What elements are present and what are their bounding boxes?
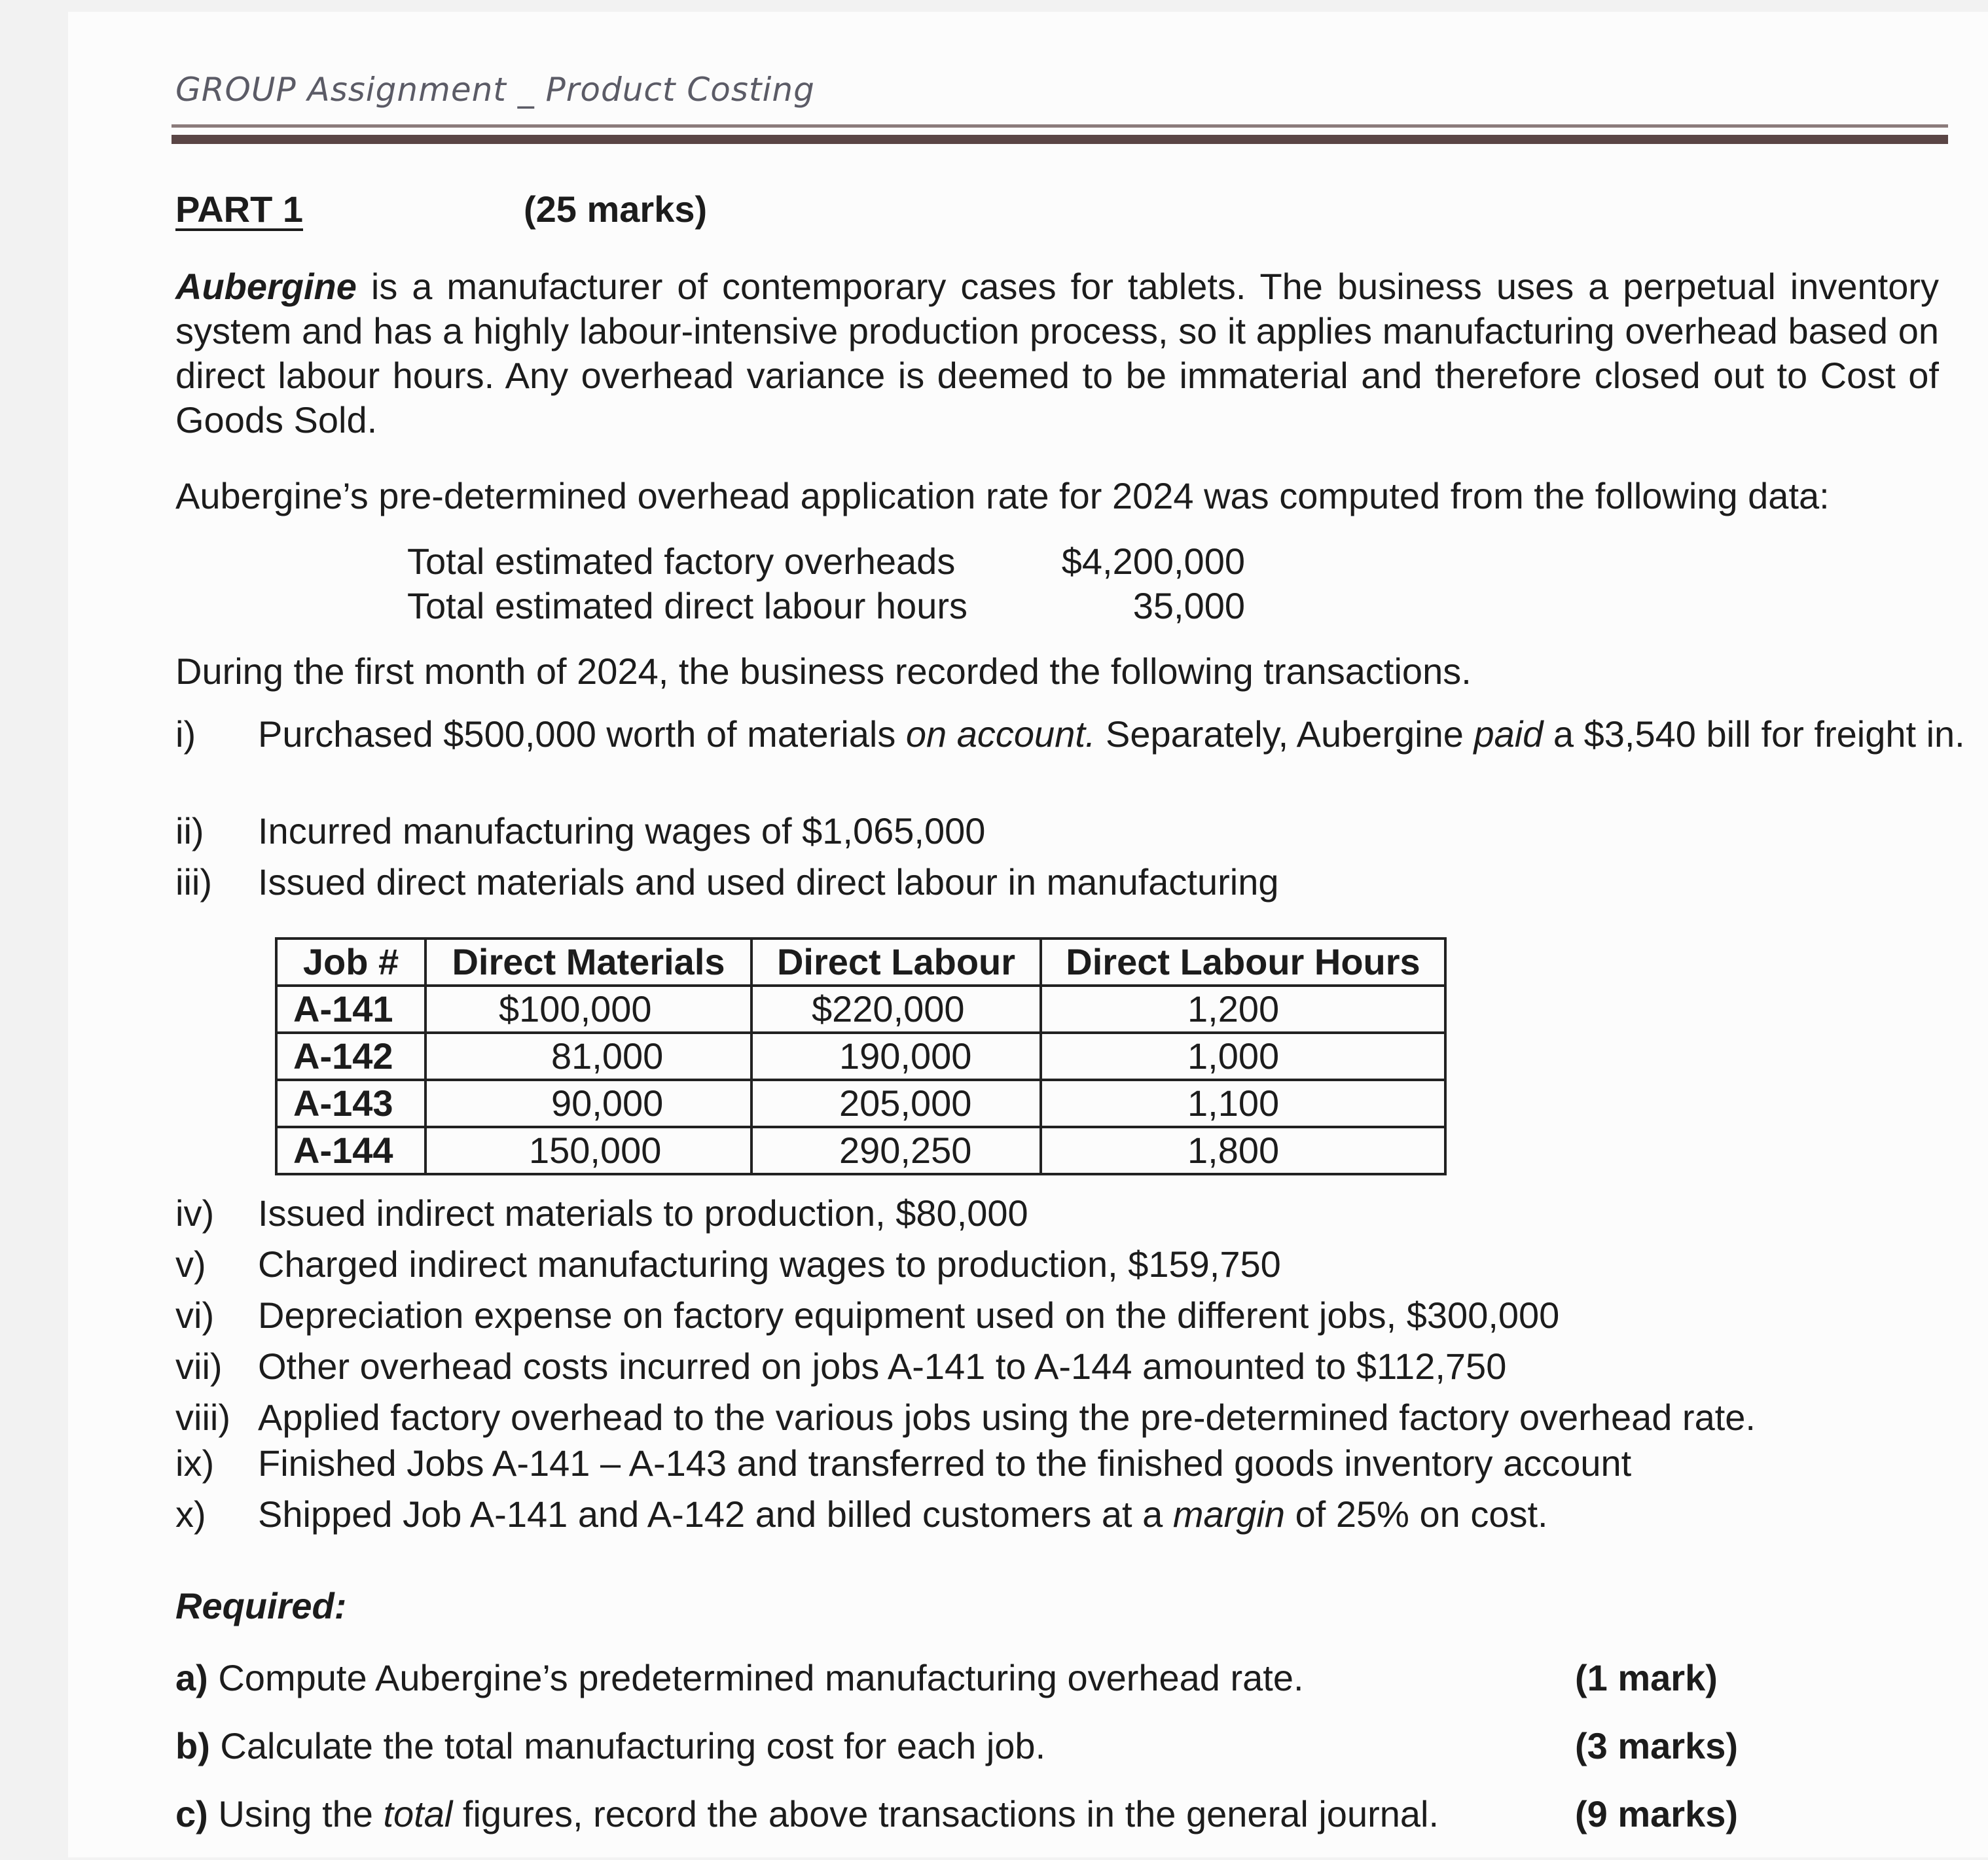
transaction-item [175, 1344, 1988, 1395]
text-part: a $3,540 bill for freight in. [1543, 713, 1965, 755]
question-text: Compute Aubergine’s predetermined manufacturing overhead rate. [218, 1657, 1304, 1698]
estimate-row [407, 584, 1245, 628]
job-number-cell: A-144 [276, 1127, 425, 1174]
transaction-text [258, 1493, 1548, 1535]
job-cost-table [275, 937, 1447, 1175]
transaction-item [175, 1242, 1988, 1293]
required-heading-text: Required: [175, 1585, 347, 1626]
question-letter: a) [175, 1657, 208, 1698]
direct-labour-hours-cell: 1,000 [1041, 1033, 1445, 1080]
transaction-number: vi) [175, 1295, 215, 1336]
direct-materials-cell: 81,000 [425, 1033, 751, 1080]
estimate-label: Total estimated direct labour hours [407, 585, 967, 626]
transaction-item [175, 809, 1988, 860]
direct-materials-cell: $100,000 [425, 986, 751, 1033]
direct-labour-hours-cell: 1,100 [1041, 1080, 1445, 1127]
estimate-label: Total estimated factory overheads [407, 541, 956, 582]
header-title: GROUP Assignment _ Product Costing [175, 71, 815, 109]
transaction-number: ix) [175, 1442, 215, 1484]
transaction-text: Incurred manufacturing wages of $1,065,000 [258, 810, 986, 851]
table-row [276, 1127, 1445, 1174]
transaction-number: iii) [175, 861, 212, 903]
column-header: Direct Materials [425, 939, 751, 986]
part-marks: (25 marks) [524, 188, 708, 230]
transaction-number: viii) [175, 1397, 230, 1438]
intro-paragraph [175, 264, 1939, 442]
column-header: Direct Labour [751, 939, 1041, 986]
transaction-text: Applied factory overhead to the various jobs using the pre-determined factory overhead rate. [258, 1397, 1756, 1438]
required-heading [175, 1584, 346, 1628]
transaction-item [175, 1191, 1988, 1242]
transaction-text: Depreciation expense on factory equipment used on the different jobs, $300,000 [258, 1295, 1560, 1336]
table-row [276, 1080, 1445, 1127]
estimates-list [407, 539, 1245, 628]
text-part-italic: on account. [905, 713, 1096, 755]
transaction-item [175, 1293, 1988, 1344]
estimate-value: 35,000 [1132, 585, 1245, 626]
question-marks: (3 marks) [1575, 1725, 1739, 1766]
transaction-text: Issued indirect materials to production, $80,000 [258, 1192, 1028, 1234]
transaction-number: vii) [175, 1346, 223, 1387]
job-number-cell: A-143 [276, 1080, 425, 1127]
transaction-text: Issued direct materials and used direct labour in manufacturing [258, 861, 1279, 903]
transactions-list-b [175, 1191, 1988, 1543]
text-part: figures, record the above transactions in the general journal. [452, 1793, 1439, 1834]
text-part: Purchased $500,000 worth of materials [258, 713, 906, 755]
transaction-text [258, 713, 1965, 755]
question-marks: (9 marks) [1575, 1793, 1739, 1834]
required-item [175, 1792, 1760, 1860]
transaction-number: v) [175, 1243, 206, 1285]
direct-labour-cell: 205,000 [751, 1080, 1041, 1127]
column-header: Job # [276, 939, 425, 986]
transaction-text: Other overhead costs incurred on jobs A-141 to A-144 amounted to $112,750 [258, 1346, 1507, 1387]
required-item [175, 1724, 1760, 1792]
transactions-list-a [175, 712, 1988, 911]
company-name: Aubergine [175, 266, 357, 307]
transaction-item [175, 712, 1988, 809]
text-part: of 25% on cost. [1285, 1493, 1548, 1535]
transaction-item [175, 860, 1988, 911]
text-part-italic: total [383, 1793, 453, 1834]
direct-labour-cell: 190,000 [751, 1033, 1041, 1080]
direct-materials-cell: 150,000 [425, 1127, 751, 1174]
question-letter: c) [175, 1793, 208, 1834]
text-part: Using the [218, 1793, 384, 1834]
header-rule-thick [172, 135, 1948, 144]
required-item [175, 1656, 1760, 1724]
text-part-italic: paid [1473, 713, 1544, 755]
text-part: Separately, Aubergine [1095, 713, 1474, 755]
transaction-text: Finished Jobs A-141 – A-143 and transferred to the finished goods inventory account [258, 1442, 1632, 1484]
job-number-cell: A-141 [276, 986, 425, 1033]
rate-intro: Aubergine’s pre-determined overhead application rate for 2024 was computed from the following data: [175, 475, 1830, 516]
transactions-intro: During the first month of 2024, the business recorded the following transactions. [175, 651, 1472, 692]
direct-materials-cell: 90,000 [425, 1080, 751, 1127]
header-rule-thin [172, 124, 1948, 128]
required-question [175, 1656, 1304, 1700]
required-question [175, 1724, 1045, 1768]
transaction-item [175, 1395, 1988, 1441]
table-row [276, 986, 1445, 1033]
transaction-item [175, 1492, 1988, 1543]
table-row [276, 1033, 1445, 1080]
question-letter: b) [175, 1725, 210, 1766]
part-label: PART 1 [175, 188, 303, 230]
estimate-value: $4,200,000 [1061, 541, 1245, 582]
text-part: Shipped Job A-141 and A-142 and billed customers at a [258, 1493, 1173, 1535]
transaction-number: ii) [175, 810, 204, 851]
direct-labour-cell: $220,000 [751, 986, 1041, 1033]
direct-labour-hours-cell: 1,800 [1041, 1127, 1445, 1174]
direct-labour-hours-cell: 1,200 [1041, 986, 1445, 1033]
transaction-number: x) [175, 1493, 206, 1535]
required-list [175, 1656, 1760, 1860]
direct-labour-cell: 290,250 [751, 1127, 1041, 1174]
question-text: Calculate the total manufacturing cost for each job. [220, 1725, 1046, 1766]
table-header-row [276, 939, 1445, 986]
transaction-number: i) [175, 713, 196, 755]
job-number-cell: A-142 [276, 1033, 425, 1080]
column-header: Direct Labour Hours [1041, 939, 1445, 986]
transaction-item [175, 1441, 1988, 1492]
question-marks: (1 mark) [1575, 1657, 1718, 1698]
intro-text: is a manufacturer of contemporary cases for tablets. The business uses a perpetual inventory system and has a highly labour-intensive production process, so it applies manufacturing overhead based on direct labour hours. Any overhead variance is deemed to be immaterial and therefore closed out to Cost of Goods Sold. [175, 266, 1939, 440]
required-question [175, 1792, 1439, 1836]
transaction-text: Charged indirect manufacturing wages to production, $159,750 [258, 1243, 1281, 1285]
text-part-italic: margin [1172, 1493, 1286, 1535]
transaction-number: iv) [175, 1192, 215, 1234]
estimate-row [407, 539, 1245, 584]
